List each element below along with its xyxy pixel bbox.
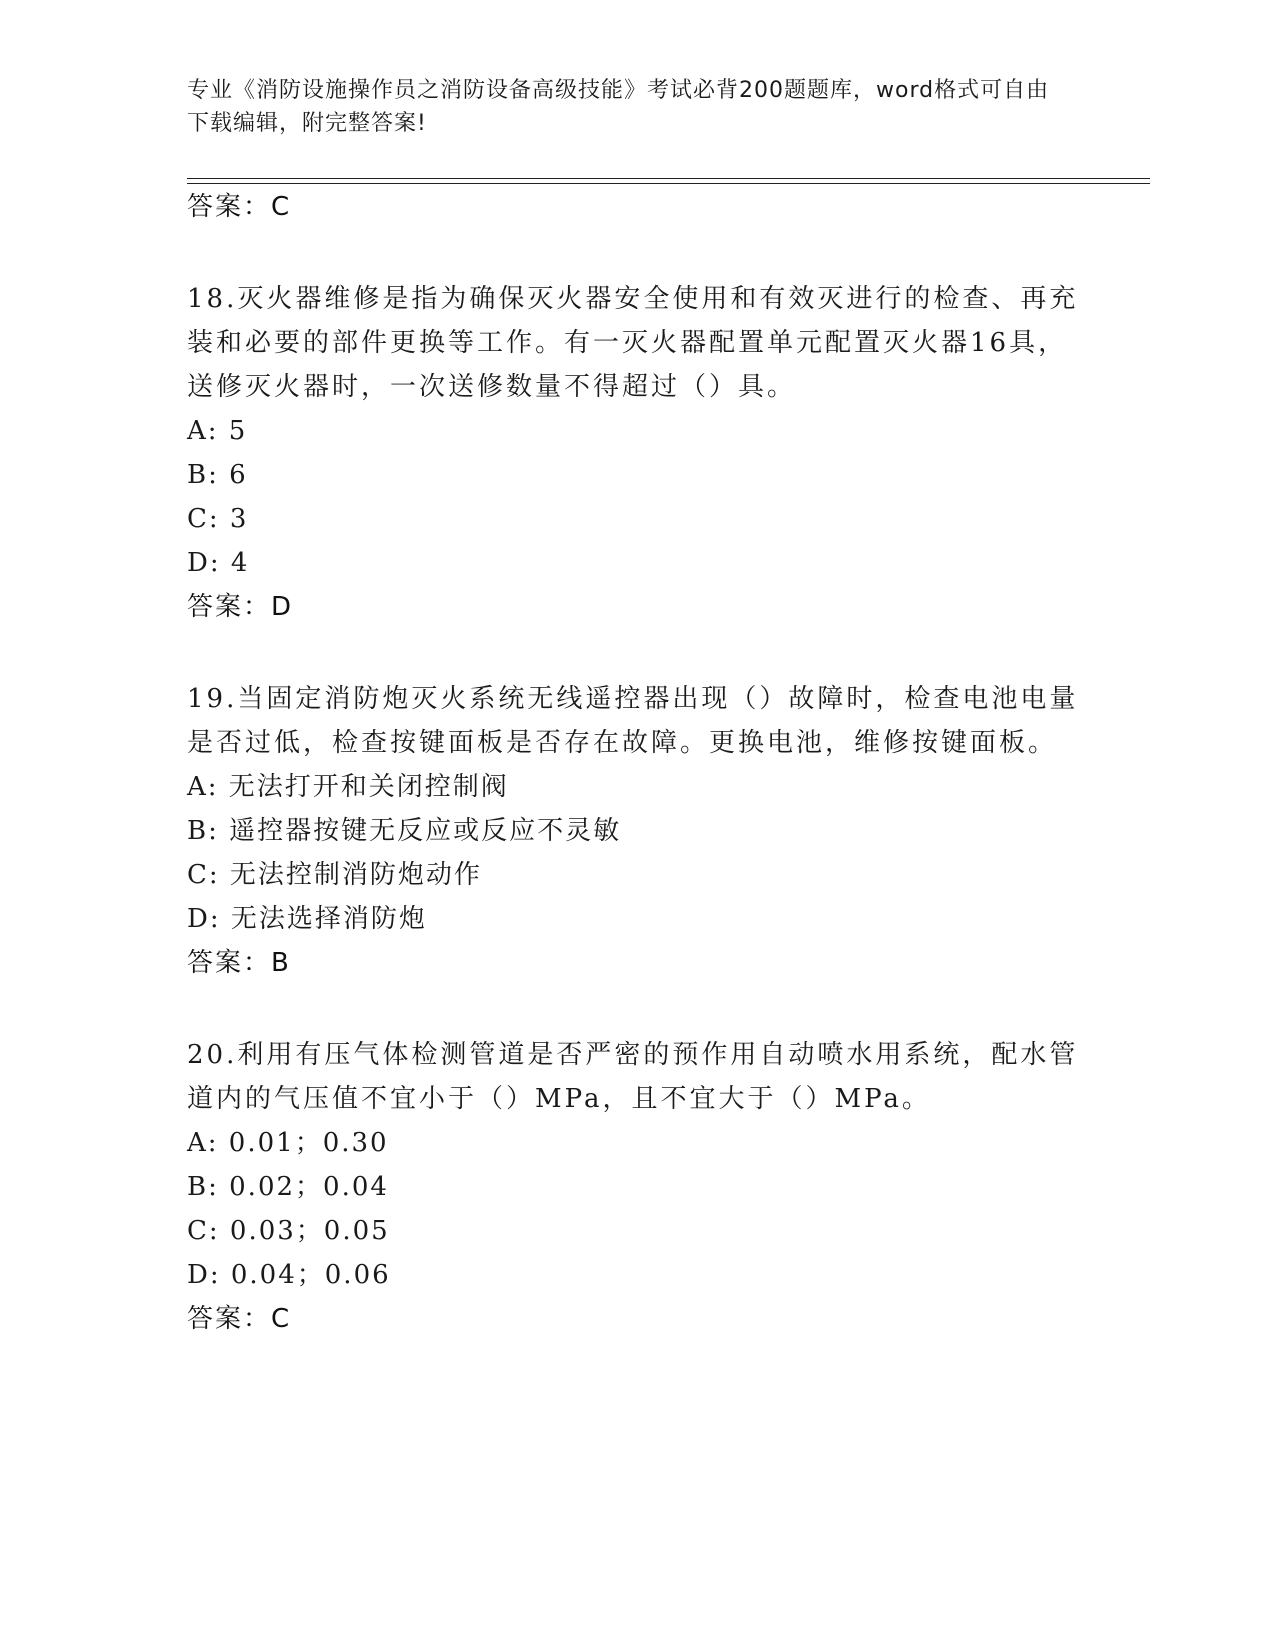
question-19-answer: 答案：B bbox=[187, 948, 291, 978]
question-19-option-d: D: 无法选择消防炮 bbox=[187, 904, 427, 934]
question-19-option-b: B: 遥控器按键无反应或反应不灵敏 bbox=[187, 816, 622, 846]
question-20-stem-line-2: 道内的气压值不宜小于（）MPa，且不宜大于（）MPa。 bbox=[187, 1084, 931, 1114]
question-19-option-a: A: 无法打开和关闭控制阀 bbox=[187, 772, 509, 802]
question-20-answer: 答案：C bbox=[187, 1304, 292, 1334]
question-19-stem-line-1: 19.当固定消防炮灭火系统无线遥控器出现（）故障时，检查电池电量 bbox=[187, 684, 1079, 714]
question-18-stem-line-1: 18.灭火器维修是指为确保灭火器安全使用和有效灭进行的检查、再充 bbox=[187, 284, 1079, 314]
header-rule-bottom bbox=[187, 183, 1150, 184]
header-rule-top bbox=[187, 178, 1150, 179]
question-20-option-a: A: 0.01；0.30 bbox=[187, 1128, 389, 1158]
question-18-option-a: A: 5 bbox=[187, 416, 248, 446]
question-20-option-d: D: 0.04；0.06 bbox=[187, 1260, 391, 1290]
question-20-stem-line-1: 20.利用有压气体检测管道是否严密的预作用自动喷水用系统，配水管 bbox=[187, 1040, 1079, 1070]
question-18-option-d: D: 4 bbox=[187, 548, 250, 578]
question-18-option-c: C: 3 bbox=[187, 504, 249, 534]
question-19-option-c: C: 无法控制消防炮动作 bbox=[187, 860, 482, 890]
question-20-option-c: C: 0.03；0.05 bbox=[187, 1216, 390, 1246]
previous-answer: 答案：C bbox=[187, 192, 292, 222]
question-18-stem-line-3: 送修灭火器时，一次送修数量不得超过（）具。 bbox=[187, 372, 797, 402]
document-header: 专业《消防设施操作员之消防设备高级技能》考试必背200题题库，word格式可自由下载编辑，附完整答案! bbox=[187, 78, 1050, 136]
question-20-option-b: B: 0.02；0.04 bbox=[187, 1172, 389, 1202]
question-18-answer: 答案：D bbox=[187, 592, 294, 622]
question-18-option-b: B: 6 bbox=[187, 460, 248, 490]
question-19-stem-line-2: 是否过低，检查按键面板是否存在故障。更换电池，维修按键面板。 bbox=[187, 728, 1058, 758]
question-18-stem-line-2: 装和必要的部件更换等工作。有一灭火器配置单元配置灭火器16具， bbox=[187, 328, 1068, 358]
